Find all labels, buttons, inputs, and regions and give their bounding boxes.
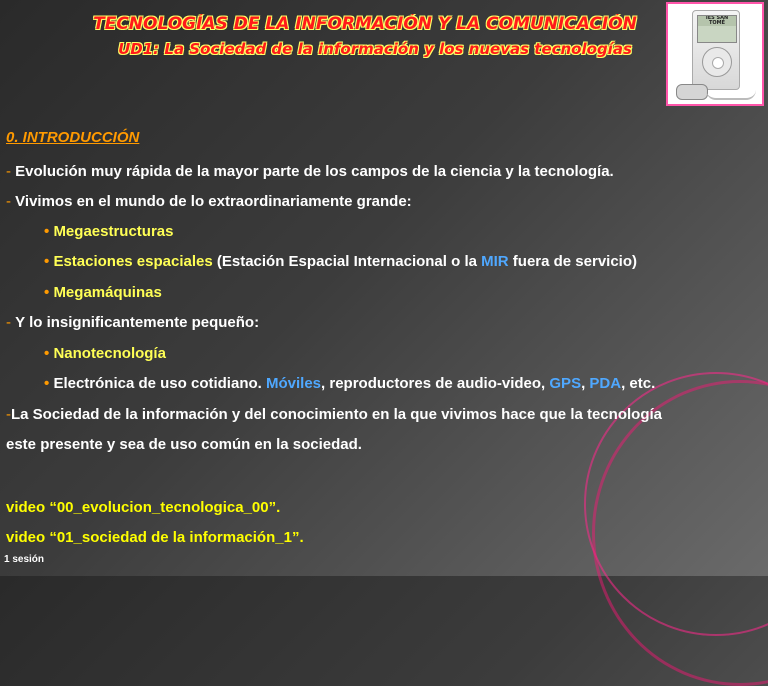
cable-icon — [706, 90, 756, 100]
video-link-2[interactable]: video “01_sociedad de la información_1”. — [6, 529, 304, 546]
remote-icon — [676, 84, 708, 100]
list-item — [6, 313, 259, 332]
slide-subtitle: UD1: La Sociedad de la información y los nuevas tecnologías — [118, 40, 632, 58]
ipod-icon — [692, 10, 740, 90]
video-link-1[interactable]: video “00_evolucion_tecnologica_00”. — [6, 499, 281, 516]
section-heading: 0. INTRODUCCIÓN — [6, 129, 140, 146]
line-text: este presente y sea de uso común en la sociedad. — [6, 436, 362, 453]
click-wheel-icon — [702, 47, 732, 77]
list-item — [44, 252, 637, 271]
list-item — [44, 222, 173, 241]
line-text: Estaciones espaciales — [53, 253, 213, 270]
list-item — [44, 374, 655, 393]
line-text: Nanotecnología — [53, 345, 166, 362]
ipod-screen-title: IES SAN TOMÉ — [698, 16, 736, 26]
line-text: PDA — [589, 375, 622, 392]
line-text: La Sociedad de la información y del conocimiento en la que vivimos hace que la tecnología — [11, 406, 662, 423]
line-text: Vivimos en el mundo de lo extraordinariamente grande: — [15, 193, 412, 210]
list-item — [44, 283, 162, 302]
line-text: Electrónica de uso cotidiano. — [53, 375, 266, 392]
list-item — [6, 192, 412, 211]
line-text: Y lo insignificantemente pequeño: — [15, 314, 260, 331]
line-text: , reproductores de audio-video, — [321, 375, 550, 392]
bullet-icon: • — [44, 253, 50, 270]
list-item — [44, 344, 166, 363]
list-item — [6, 435, 362, 454]
session-count: 1 sesión — [4, 554, 45, 565]
line-text: Evolución muy rápida de la mayor parte de los campos de la ciencia y la tecnología. — [15, 163, 614, 180]
ipod-screen — [697, 15, 737, 43]
line-text: Megamáquinas — [53, 284, 162, 301]
bullet-icon: • — [44, 345, 50, 362]
line-text: MIR — [481, 253, 509, 270]
ipod-image — [666, 2, 764, 106]
line-text: , — [581, 375, 590, 392]
line-text: (Estación Espacial Internacional o la — [212, 253, 482, 270]
list-item — [6, 162, 614, 181]
line-text: , etc. — [621, 375, 656, 392]
line-text: Megaestructuras — [53, 223, 174, 240]
dash-bullet: - — [6, 406, 11, 423]
bullet-icon: • — [44, 223, 50, 240]
dash-bullet: - — [6, 314, 16, 331]
line-text: Móviles — [265, 375, 322, 392]
bullet-icon: • — [44, 284, 50, 301]
dash-bullet: - — [6, 193, 16, 210]
slide-title: TECNOLOGÍAS DE LA INFORMACIÓN Y LA COMUNICACIÓN — [93, 14, 637, 34]
line-text: GPS — [549, 375, 582, 392]
line-text: fuera de servicio) — [508, 253, 638, 270]
dash-bullet: - — [6, 163, 16, 180]
bullet-icon: • — [44, 375, 50, 392]
list-item — [6, 405, 662, 424]
